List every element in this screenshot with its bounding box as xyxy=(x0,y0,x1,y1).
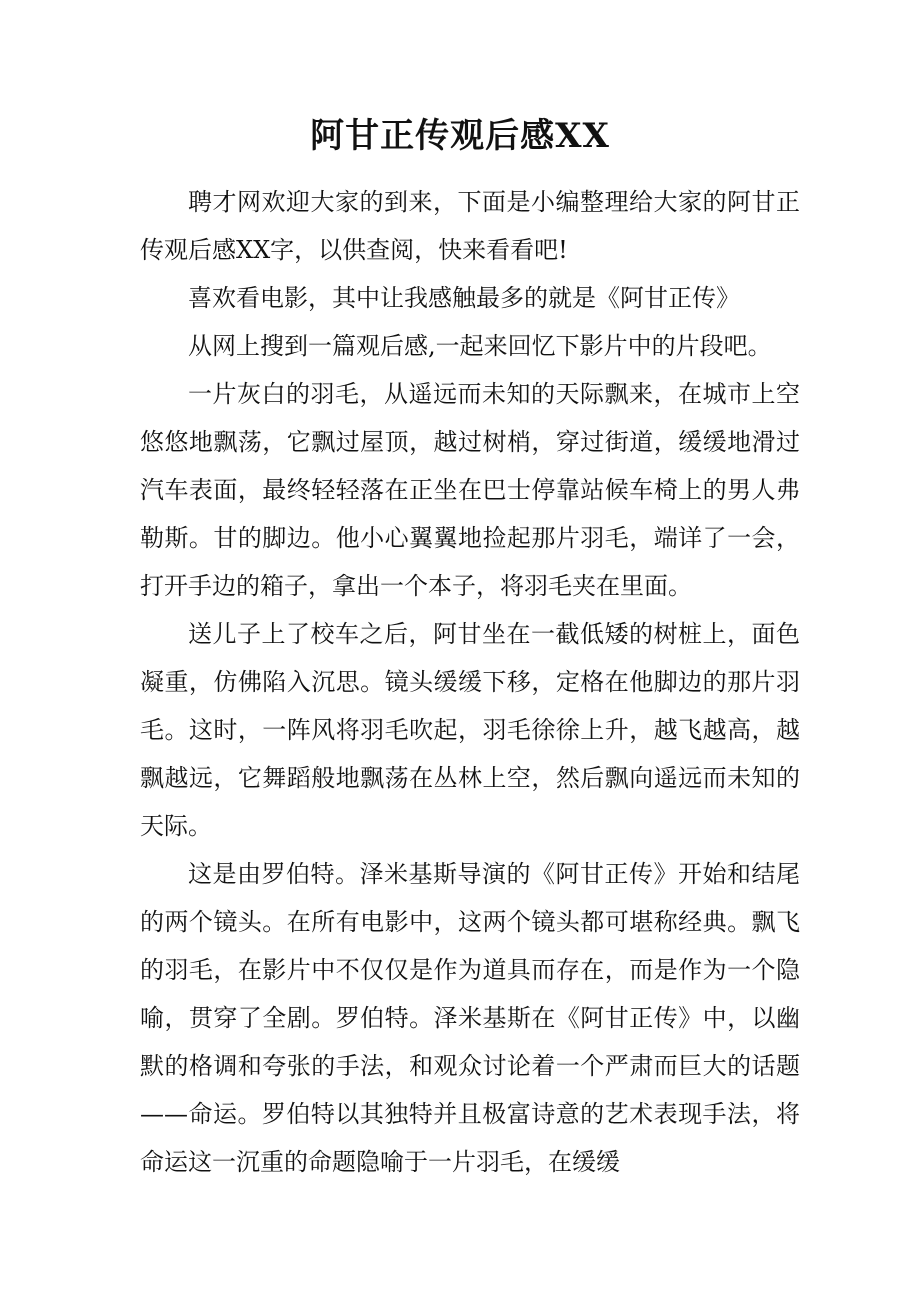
document-title: 阿甘正传观后感XX xyxy=(310,116,610,156)
document-body xyxy=(140,178,800,1186)
paragraph-likes-movie: 喜欢看电影，其中让我感触最多的就是《阿甘正传》 xyxy=(188,284,740,312)
paragraph-intro: 聘才网欢迎大家的到来，下面是小编整理给大家的阿甘正传观后感XX字，以供查阅，快来看看吧! xyxy=(140,188,800,264)
paragraph-director-analysis: 这是由罗伯特。泽米基斯导演的《阿甘正传》开始和结尾的两个镜头。在所有电影中，这两个镜头都可堪称经典。飘飞的羽毛，在影片中不仅仅是作为道具而存在，而是作为一个隐喻，贯穿了全剧。罗伯特。泽米基斯在《阿甘正传》中，以幽默的格调和夸张的手法，和观众讨论着一个严肃而巨大的话题——命运。罗伯特以其独特并且极富诗意的艺术表现手法，将命运这一沉重的命题隐喻于一片羽毛，在缓缓 xyxy=(140,860,800,1176)
paragraph-found-review: 从网上搜到一篇观后感,一起来回忆下影片中的片段吧。 xyxy=(188,332,772,360)
paragraph-feather-opening: 一片灰白的羽毛，从遥远而未知的天际飘来，在城市上空悠悠地飘荡，它飘过屋顶，越过树梢，穿过街道，缓缓地滑过汽车表面，最终轻轻落在正坐在巴士停靠站候车椅上的男人弗勒斯。甘的脚边。他小心翼翼地捡起那片羽毛，端详了一会，打开手边的箱子，拿出一个本子，将羽毛夹在里面。 xyxy=(140,380,800,600)
paragraph-feather-ending: 送儿子上了校车之后，阿甘坐在一截低矮的树桩上，面色凝重，仿佛陷入沉思。镜头缓缓下移，定格在他脚边的那片羽毛。这时，一阵风将羽毛吹起，羽毛徐徐上升，越飞越高，越飘越远，它舞蹈般地飘荡在丛林上空，然后飘向遥远而未知的天际。 xyxy=(140,620,800,840)
